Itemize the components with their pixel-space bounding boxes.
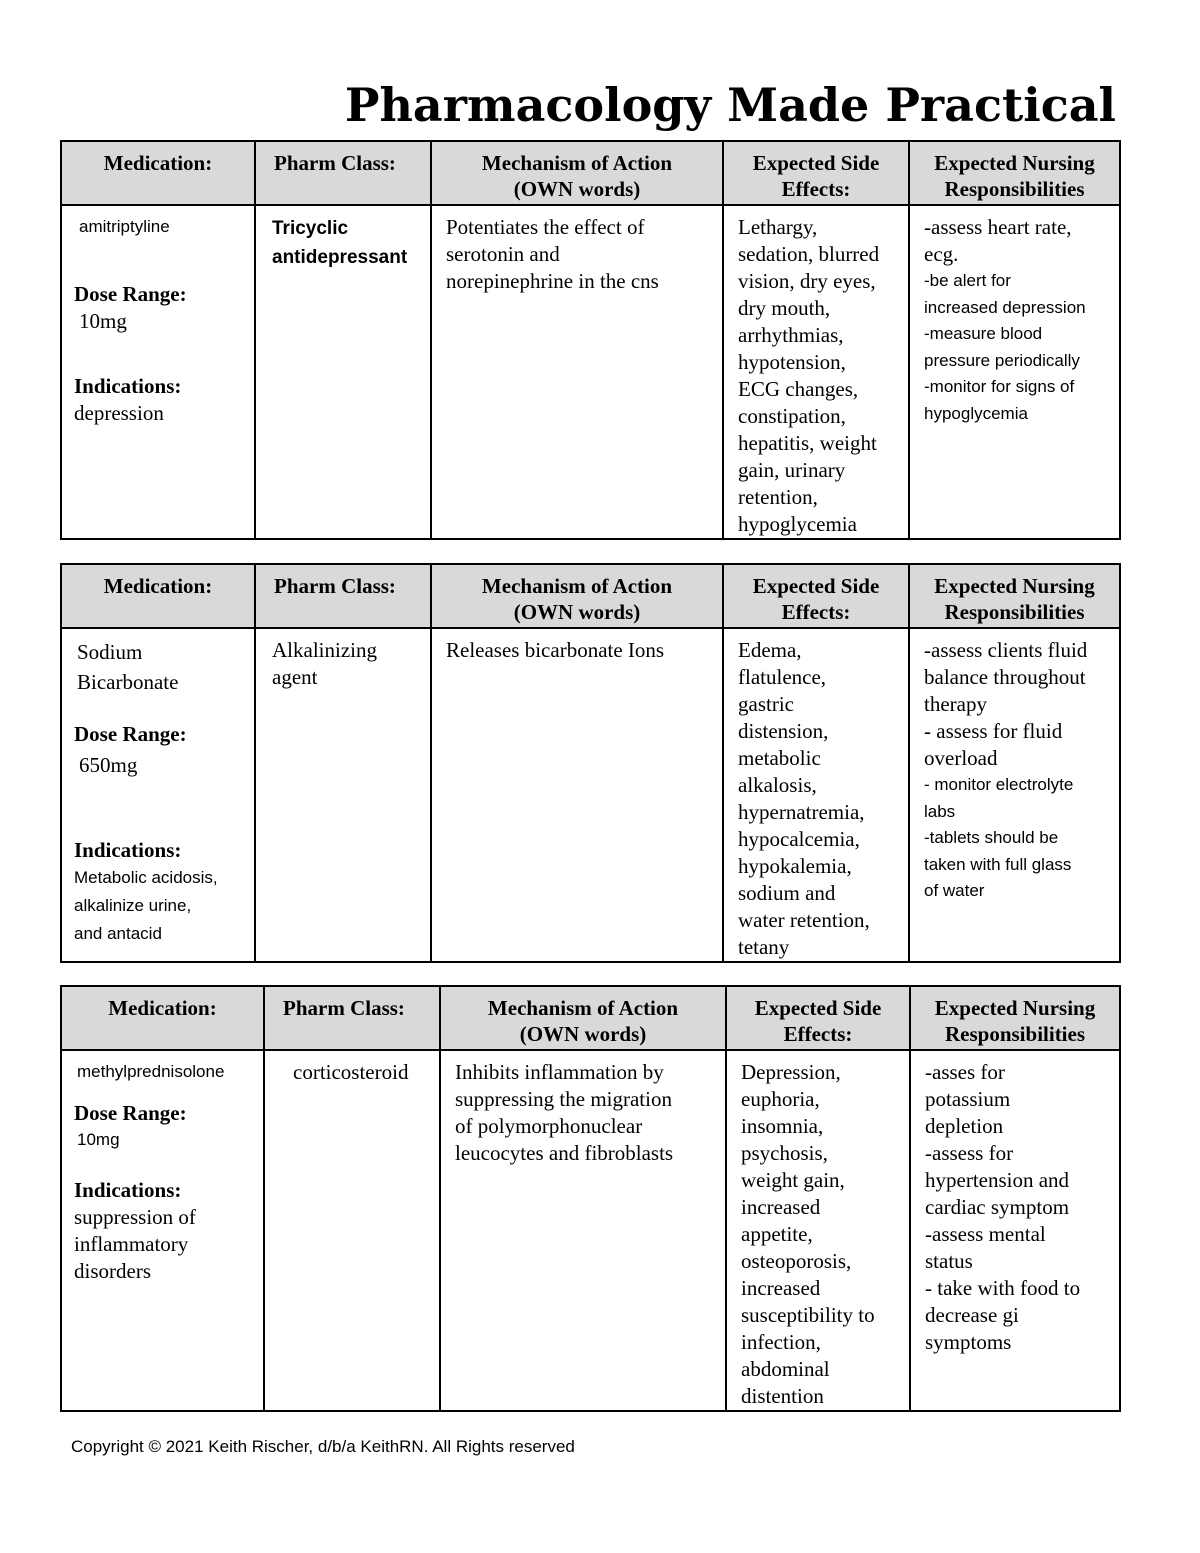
pharm-class-line: corticosteroid	[293, 1060, 409, 1084]
nursing-cell	[909, 628, 1120, 962]
nursing-cell	[910, 1050, 1120, 1411]
side-effect-line: hypokalemia,	[738, 854, 852, 878]
side-effect-line: flatulence,	[738, 665, 827, 689]
header-pharm-class: Pharm Class:	[255, 141, 431, 205]
nursing-line: - assess for fluid	[924, 719, 1063, 743]
mechanism-line: Inhibits inflammation by	[455, 1060, 664, 1084]
nursing-line: of water	[924, 881, 985, 900]
side-effect-line: insomnia,	[741, 1114, 824, 1138]
nursing-line: hypoglycemia	[924, 403, 1028, 423]
pharm-class-cell	[255, 628, 431, 962]
header-nursing: Expected Nursing Responsibilities	[909, 141, 1120, 205]
header-side-effects: Expected Side Effects:	[723, 564, 909, 628]
pharm-class-line: Tricyclic	[272, 218, 349, 239]
side-effect-line: tetany	[738, 935, 790, 959]
side-effect-line: Edema,	[738, 638, 802, 662]
dose-range-value: 10mg	[77, 1129, 120, 1149]
side-effect-line: hypernatremia,	[738, 800, 865, 824]
mechanism-line: of polymorphonuclear	[455, 1114, 643, 1138]
nursing-line: -be alert for	[924, 271, 1011, 290]
table-row	[61, 205, 1120, 539]
side-effect-line: sodium and	[738, 881, 836, 905]
table-row	[61, 628, 1120, 962]
nursing-line: -asses for	[925, 1060, 1005, 1084]
side-effect-line: infection,	[741, 1330, 821, 1354]
nursing-line: potassium	[925, 1087, 1011, 1111]
side-effects-cell	[723, 628, 909, 962]
header-medication: Medication:	[61, 564, 255, 628]
header-medication: Medication:	[61, 986, 264, 1050]
indications-label: Indications:	[74, 838, 182, 862]
side-effect-line: distension,	[738, 719, 829, 743]
nursing-line: therapy	[924, 692, 987, 716]
nursing-line: -assess heart rate,	[924, 215, 1072, 239]
mechanism-cell	[431, 628, 723, 962]
dose-range-label: Dose Range:	[74, 281, 187, 306]
nursing-line: -assess clients fluid	[924, 638, 1088, 662]
medication-cell	[61, 628, 255, 962]
side-effect-line: gain, urinary	[738, 458, 846, 482]
mechanism-line: norepinephrine in the cns	[446, 269, 659, 293]
side-effect-line: hypocalcemia,	[738, 827, 860, 851]
table-row	[61, 1050, 1120, 1411]
medication-table-methylprednisolone	[60, 985, 1121, 1412]
medication-cell	[61, 1050, 264, 1411]
mechanism-line: Releases bicarbonate Ions	[446, 638, 665, 662]
mechanism-line: leucocytes and fibroblasts	[455, 1141, 674, 1165]
nursing-line: depletion	[925, 1114, 1004, 1138]
side-effect-line: appetite,	[741, 1222, 813, 1246]
nursing-line: - monitor electrolyte	[924, 775, 1074, 794]
medication-cell	[61, 205, 255, 539]
header-side-effects: Expected Side Effects:	[723, 141, 909, 205]
pharm-class-line: agent	[272, 665, 318, 689]
indications-value: suppression of inflammatory disorders	[74, 1205, 196, 1283]
medication-name: amitriptyline	[79, 217, 170, 236]
header-mechanism: Mechanism of Action (OWN words)	[440, 986, 726, 1050]
table-header-row	[61, 141, 1120, 205]
side-effect-line: gastric	[738, 692, 794, 716]
medication-table-sodium-bicarbonate	[60, 563, 1121, 963]
side-effect-line: vision, dry eyes,	[738, 269, 876, 293]
header-mechanism: Mechanism of Action (OWN words)	[431, 564, 723, 628]
dose-range-label: Dose Range:	[74, 1100, 187, 1125]
nursing-line: hypertension and	[925, 1168, 1070, 1192]
nursing-line: overload	[924, 746, 998, 770]
mechanism-line: serotonin and	[446, 242, 560, 266]
header-mechanism: Mechanism of Action (OWN words)	[431, 141, 723, 205]
side-effect-line: euphoria,	[741, 1087, 820, 1111]
side-effect-line: hypoglycemia	[738, 512, 857, 536]
side-effect-line: retention,	[738, 485, 818, 509]
header-medication: Medication:	[61, 141, 255, 205]
medication-table-amitriptyline	[60, 140, 1121, 540]
pharm-class-line: Alkalinizing	[272, 638, 377, 662]
side-effect-line: susceptibility to	[741, 1303, 875, 1327]
side-effect-line: psychosis,	[741, 1141, 828, 1165]
mechanism-line: suppressing the migration	[455, 1087, 672, 1111]
nursing-line: symptoms	[925, 1330, 1012, 1354]
side-effect-line: weight gain,	[741, 1168, 845, 1192]
nursing-line: decrease gi	[925, 1303, 1019, 1327]
header-nursing: Expected Nursing Responsibilities	[910, 986, 1120, 1050]
indications-value: depression	[74, 400, 164, 425]
copyright-notice: Copyright © 2021 Keith Rischer, d/b/a KeithRN. All Rights reserved	[71, 1437, 575, 1456]
side-effect-line: osteoporosis,	[741, 1249, 852, 1273]
side-effect-line: increased	[741, 1276, 821, 1300]
nursing-line: increased depression	[924, 297, 1086, 317]
page-title: Pharmacology Made Practical	[344, 78, 1116, 132]
side-effect-line: metabolic	[738, 746, 821, 770]
side-effect-line: constipation,	[738, 404, 846, 428]
table-header-row	[61, 986, 1120, 1050]
side-effect-line: increased	[741, 1195, 821, 1219]
dose-range-value: 650mg	[79, 753, 138, 777]
indications-label: Indications:	[74, 1178, 182, 1202]
nursing-cell	[909, 205, 1120, 539]
nursing-line: -assess mental	[925, 1222, 1046, 1246]
nursing-line: -assess for	[925, 1141, 1014, 1165]
indications-value: Metabolic acidosis, alkalinize urine, and antacid	[74, 868, 218, 943]
pharm-class-cell	[264, 1050, 440, 1411]
pharm-class-line: antidepressant	[272, 247, 408, 268]
header-pharm-class: Pharm Class:	[255, 564, 431, 628]
mechanism-cell	[440, 1050, 726, 1411]
side-effects-cell	[726, 1050, 910, 1411]
side-effects-cell	[723, 205, 909, 539]
side-effect-line: Lethargy,	[738, 215, 818, 239]
medication-name: methylprednisolone	[77, 1062, 225, 1081]
mechanism-line: Potentiates the effect of	[446, 215, 645, 239]
nursing-line: ecg.	[924, 242, 959, 266]
nursing-line: taken with full glass	[924, 854, 1072, 874]
side-effect-line: hepatitis, weight	[738, 431, 877, 455]
side-effect-line: ECG changes,	[738, 377, 859, 401]
indications-label: Indications:	[74, 373, 182, 398]
header-side-effects: Expected Side Effects:	[726, 986, 910, 1050]
header-nursing: Expected Nursing Responsibilities	[909, 564, 1120, 628]
nursing-line: cardiac symptom	[925, 1195, 1070, 1219]
nursing-line: pressure periodically	[924, 350, 1080, 370]
nursing-line: - take with food to	[925, 1276, 1081, 1300]
nursing-line: -monitor for signs of	[924, 377, 1075, 396]
nursing-line: balance throughout	[924, 665, 1086, 689]
dose-range-value: 10mg	[79, 308, 127, 333]
nursing-line: -tablets should be	[924, 828, 1059, 847]
side-effect-line: water retention,	[738, 908, 870, 932]
side-effect-line: abdominal	[741, 1357, 830, 1381]
nursing-line: -measure blood	[924, 324, 1043, 343]
nursing-line: labs	[924, 801, 956, 821]
side-effect-line: sedation, blurred	[738, 242, 880, 266]
nursing-line: status	[925, 1249, 973, 1273]
side-effect-line: Depression,	[741, 1060, 841, 1084]
side-effect-line: dry mouth,	[738, 296, 831, 320]
header-pharm-class: Pharm Class:	[264, 986, 440, 1050]
table-header-row	[61, 564, 1120, 628]
pharm-class-cell	[255, 205, 431, 539]
medication-name: Sodium Bicarbonate	[77, 640, 179, 694]
side-effect-line: alkalosis,	[738, 773, 817, 797]
side-effect-line: distention	[741, 1384, 824, 1408]
side-effect-line: hypotension,	[738, 350, 846, 374]
mechanism-cell	[431, 205, 723, 539]
side-effect-line: arrhythmias,	[738, 323, 844, 347]
dose-range-label: Dose Range:	[74, 722, 187, 746]
